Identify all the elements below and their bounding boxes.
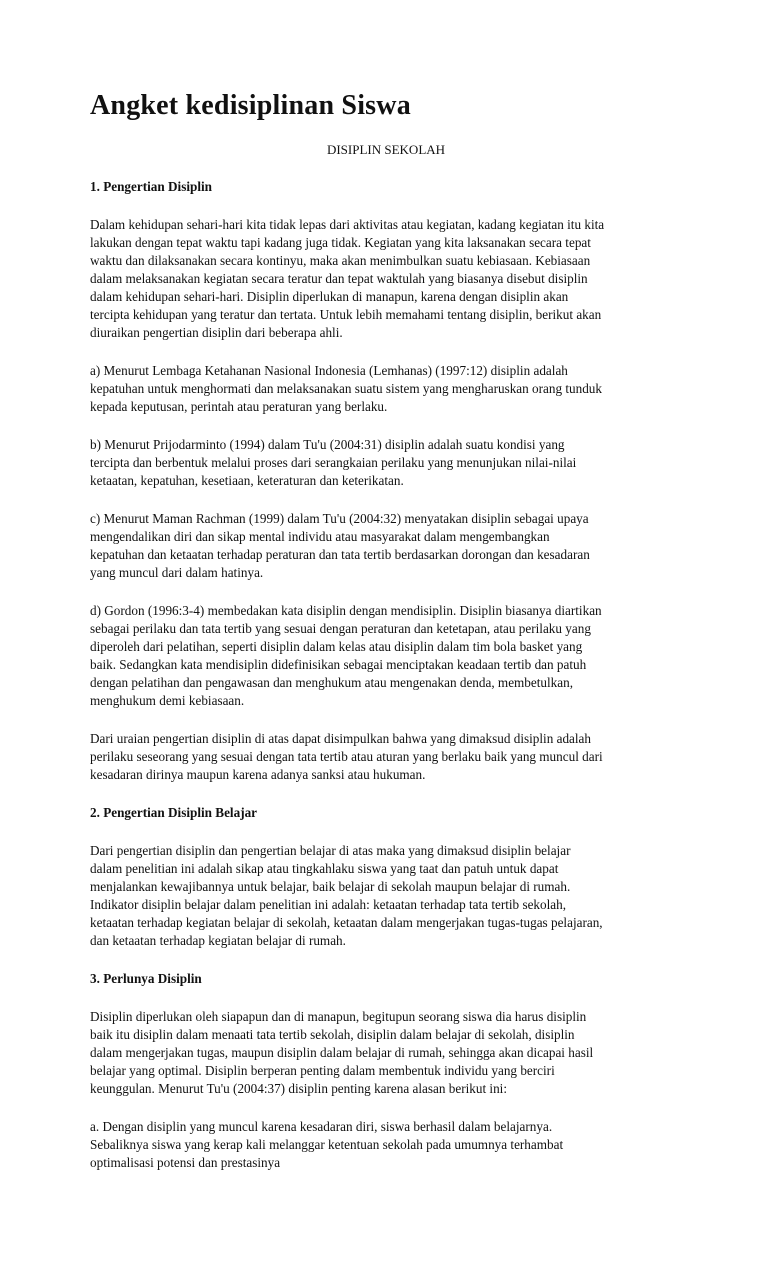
section-heading: 2. Pengertian Disiplin Belajar <box>90 805 258 820</box>
text-line: menjalankan kewajibannya untuk belajar, baik belajar di sekolah maupun belajar di rumah. <box>90 879 571 894</box>
text-line: lakukan dengan tepat waktu tapi kadang juga tidak. Kegiatan yang kita laksanakan secara tepat <box>90 235 591 250</box>
text-line: ketaatan, kepatuhan, kesetiaan, keteraturan dan keterikatan. <box>90 473 404 488</box>
text-line: optimalisasi potensi dan prestasinya <box>90 1155 281 1170</box>
text-line: kepatuhan untuk menghormati dan melaksanakan suatu sistem yang mengharuskan orang tunduk <box>90 381 602 396</box>
text-line: ketaatan terhadap kegiatan belajar di sekolah, ketaatan dalam mengerjakan tugas-tugas pelajaran, <box>90 915 603 930</box>
text-line: waktu dan dilaksanakan secara kontinyu, maka akan menimbulkan suatu kebiasaan. Kebiasaan <box>90 253 591 268</box>
text-line: Dari pengertian disiplin dan pengertian belajar di atas maka yang dimaksud disiplin belajar <box>90 843 571 858</box>
text-line: Dari uraian pengertian disiplin di atas dapat disimpulkan bahwa yang dimaksud disiplin adalah <box>90 731 592 746</box>
text-line: dan ketaatan terhadap kegiatan belajar di rumah. <box>90 933 346 948</box>
text-line: a) Menurut Lembaga Ketahanan Nasional Indonesia (Lemhanas) (1997:12) disiplin adalah <box>90 363 568 378</box>
text-line: tercipta dan berbentuk melalui proses dari serangkaian perilaku yang menunjukan nilai-nilai <box>90 455 577 470</box>
section-heading: 3. Perlunya Disiplin <box>90 971 202 986</box>
text-line: a. Dengan disiplin yang muncul karena kesadaran diri, siswa berhasil dalam belajarnya. <box>90 1119 553 1134</box>
text-line: Sebaliknya siswa yang kerap kali melanggar ketentuan sekolah pada umumnya terhambat <box>90 1137 564 1152</box>
text-line: dalam melaksanakan kegiatan secara teratur dan tepat waktulah yang biasanya disebut disiplin <box>90 271 588 286</box>
paragraph <box>90 602 690 710</box>
text-line: c) Menurut Maman Rachman (1999) dalam Tu'u (2004:32) menyatakan disiplin sebagai upaya <box>90 511 589 526</box>
text-line: Dalam kehidupan sehari-hari kita tidak lepas dari aktivitas atau kegiatan, kadang kegiatan itu kita <box>90 217 605 232</box>
text-line: Indikator disiplin belajar dalam penelitian ini adalah: ketaatan terhadap tata tertib sekolah, <box>90 897 567 912</box>
paragraph <box>90 510 690 582</box>
text-line: belajar yang optimal. Disiplin berperan penting dalam membentuk individu yang berciri <box>90 1063 555 1078</box>
paragraph <box>90 1008 690 1098</box>
text-line: kepada keputusan, perintah atau peraturan yang berlaku. <box>90 399 388 414</box>
text-line: kepatuhan dan ketaatan terhadap peraturan dan tata tertib berdasarkan dorongan dan kesadaran <box>90 547 590 562</box>
paragraph <box>90 216 690 342</box>
text-line: Disiplin diperlukan oleh siapapun dan di manapun, begitupun seorang siswa dia harus disiplin <box>90 1009 587 1024</box>
document-subtitle-wrap <box>0 142 768 158</box>
text-line: tercipta kehidupan yang teratur dan tertata. Untuk lebih memahami tentang disiplin, berikut akan <box>90 307 602 322</box>
document-subtitle: DISIPLIN SEKOLAH <box>326 142 446 157</box>
text-line: baik. Sedangkan kata mendisiplin didefinisikan sebagai menciptakan keadaan tertib dan patuh <box>90 657 587 672</box>
text-line: dalam kehidupan sehari-hari. Disiplin diperlukan di manapun, karena dengan disiplin akan <box>90 289 569 304</box>
text-line: diuraikan pengertian disiplin dari beberapa ahli. <box>90 325 343 340</box>
text-line: d) Gordon (1996:3-4) membedakan kata disiplin dengan mendisiplin. Disiplin biasanya diartikan <box>90 603 602 618</box>
paragraph <box>90 1118 690 1172</box>
text-line: b) Menurut Prijodarminto (1994) dalam Tu'u (2004:31) disiplin adalah suatu kondisi yang <box>90 437 565 452</box>
text-line: dengan pelatihan dan pengawasan dan menghukum atau mengenakan denda, membetulkan, <box>90 675 574 690</box>
text-line: baik itu disiplin dalam menaati tata tertib sekolah, disiplin dalam belajar di sekolah, disiplin <box>90 1027 575 1042</box>
text-line: perilaku seseorang yang sesuai dengan tata tertib atau aturan yang berlaku baik yang muncul dari <box>90 749 603 764</box>
text-line: diperoleh dari pelatihan, seperti disiplin dalam kelas atau disiplin dalam tim bola basket yang <box>90 639 583 654</box>
text-line: dalam penelitian ini adalah sikap atau tingkahlaku siswa yang taat dan patuh untuk dapat <box>90 861 559 876</box>
text-line: keunggulan. Menurut Tu'u (2004:37) disiplin penting karena alasan berikut ini: <box>90 1081 507 1096</box>
section-heading: 1. Pengertian Disiplin <box>90 179 212 194</box>
document-title: Angket kedisiplinan Siswa <box>90 90 411 121</box>
paragraph <box>90 436 690 490</box>
paragraph <box>90 730 690 784</box>
text-line: yang muncul dari dalam hatinya. <box>90 565 264 580</box>
text-line: menghukum demi kebiasaan. <box>90 693 245 708</box>
paragraph <box>90 362 690 416</box>
text-line: dalam mengerjakan tugas, maupun disiplin dalam belajar di rumah, sehingga akan dicapai hasil <box>90 1045 594 1060</box>
text-line: mengendalikan diri dan sikap mental individu atau masyarakat dalam mengembangkan <box>90 529 550 544</box>
document-body <box>90 178 690 1192</box>
text-line: sebagai perilaku dan tata tertib yang sesuai dengan peraturan dan ketetapan, atau perilaku yang <box>90 621 591 636</box>
text-line: kesadaran dirinya maupun karena adanya sanksi atau hukuman. <box>90 767 426 782</box>
paragraph <box>90 842 690 950</box>
